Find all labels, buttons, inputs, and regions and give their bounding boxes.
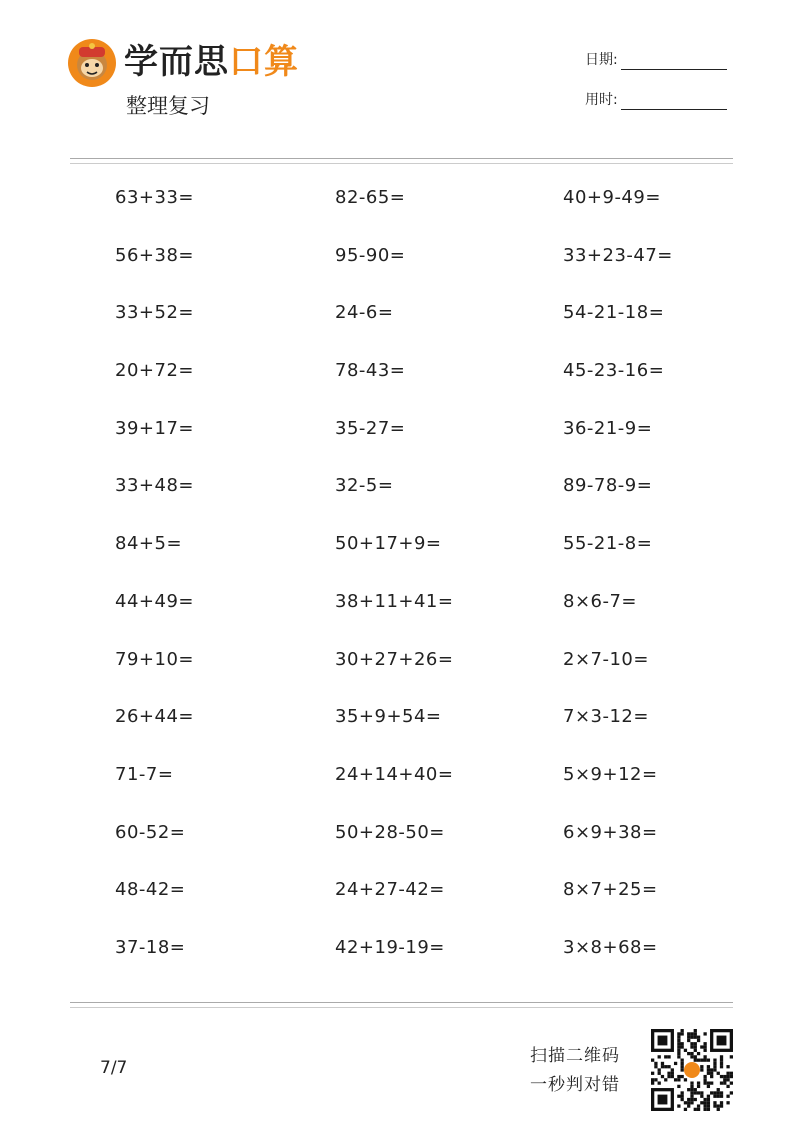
problem-row xyxy=(0,763,800,821)
scan-line-1: 扫描二维码 xyxy=(530,1046,620,1066)
footer-divider xyxy=(70,1002,733,1003)
problem-row xyxy=(0,878,800,936)
problem-row xyxy=(0,244,800,302)
math-problem: 78-43= xyxy=(335,360,406,382)
math-problem: 60-52= xyxy=(115,821,186,843)
date-label: 日期: xyxy=(585,52,618,68)
math-problem: 3×8+68= xyxy=(563,936,658,958)
problem-grid xyxy=(0,186,800,994)
problem-row xyxy=(0,590,800,648)
math-problem: 50+17+9= xyxy=(335,533,442,555)
math-problem: 40+9-49= xyxy=(563,187,661,208)
math-problem: 45-23-16= xyxy=(563,360,665,382)
math-problem: 33+23-47= xyxy=(563,244,673,266)
math-problem: 8×6-7= xyxy=(563,590,638,612)
problem-row xyxy=(0,936,800,994)
math-problem: 2×7-10= xyxy=(563,648,649,670)
math-problem: 44+49= xyxy=(115,590,194,612)
math-problem: 24-6= xyxy=(335,302,394,324)
math-problem: 55-21-8= xyxy=(563,533,653,555)
time-blank-line xyxy=(621,93,727,110)
math-problem: 24+27-42= xyxy=(335,879,445,901)
math-problem: 35+9+54= xyxy=(335,706,442,728)
date-field xyxy=(585,50,727,70)
page-header xyxy=(0,0,800,160)
qr-code-icon[interactable] xyxy=(651,1029,733,1111)
brand-name: 学而思 xyxy=(124,42,229,82)
problem-row xyxy=(0,359,800,417)
math-problem: 8×7+25= xyxy=(563,879,658,901)
math-problem: 50+28-50= xyxy=(335,821,445,843)
math-problem: 42+19-19= xyxy=(335,936,445,958)
math-problem: 37-18= xyxy=(115,936,186,958)
scan-instruction xyxy=(530,1042,620,1100)
math-problem: 48-42= xyxy=(115,879,186,901)
problem-row xyxy=(0,417,800,475)
problem-row xyxy=(0,648,800,706)
math-problem: 82-65= xyxy=(335,187,406,208)
brand-title xyxy=(124,40,299,84)
math-problem: 89-78-9= xyxy=(563,475,653,497)
math-problem: 35-27= xyxy=(335,417,406,439)
problem-row xyxy=(0,474,800,532)
math-problem: 33+52= xyxy=(115,302,194,324)
header-divider xyxy=(70,158,733,159)
math-problem: 95-90= xyxy=(335,244,406,266)
math-problem: 32-5= xyxy=(335,475,394,497)
math-problem: 54-21-18= xyxy=(563,302,665,324)
problem-row xyxy=(0,186,800,244)
scan-line-2: 一秒判对错 xyxy=(530,1075,620,1095)
problem-row xyxy=(0,301,800,359)
monkey-mascot-icon xyxy=(67,38,117,88)
footer-divider-secondary xyxy=(70,1007,733,1008)
math-problem: 79+10= xyxy=(115,648,194,670)
date-blank-line xyxy=(621,53,727,70)
problem-row xyxy=(0,705,800,763)
problem-row xyxy=(0,821,800,879)
math-problem: 71-7= xyxy=(115,763,174,785)
math-problem: 24+14+40= xyxy=(335,763,454,785)
time-label: 用时: xyxy=(585,92,618,108)
header-divider-secondary xyxy=(70,163,733,164)
math-problem: 33+48= xyxy=(115,475,194,497)
math-problem: 38+11+41= xyxy=(335,590,454,612)
math-problem: 36-21-9= xyxy=(563,417,653,439)
time-field xyxy=(585,90,727,110)
math-problem: 39+17= xyxy=(115,417,194,439)
math-problem: 5×9+12= xyxy=(563,763,658,785)
math-problem: 63+33= xyxy=(115,187,194,208)
page-number: 7/7 xyxy=(100,1058,128,1078)
worksheet-subtitle: 整理复习 xyxy=(126,94,210,118)
math-problem: 26+44= xyxy=(115,706,194,728)
math-problem: 7×3-12= xyxy=(563,706,649,728)
math-problem: 20+72= xyxy=(115,360,194,382)
math-problem: 56+38= xyxy=(115,244,194,266)
math-problem: 6×9+38= xyxy=(563,821,658,843)
math-problem: 84+5= xyxy=(115,533,183,555)
problem-row xyxy=(0,532,800,590)
math-problem: 30+27+26= xyxy=(335,648,454,670)
brand-product: 口算 xyxy=(229,42,299,82)
